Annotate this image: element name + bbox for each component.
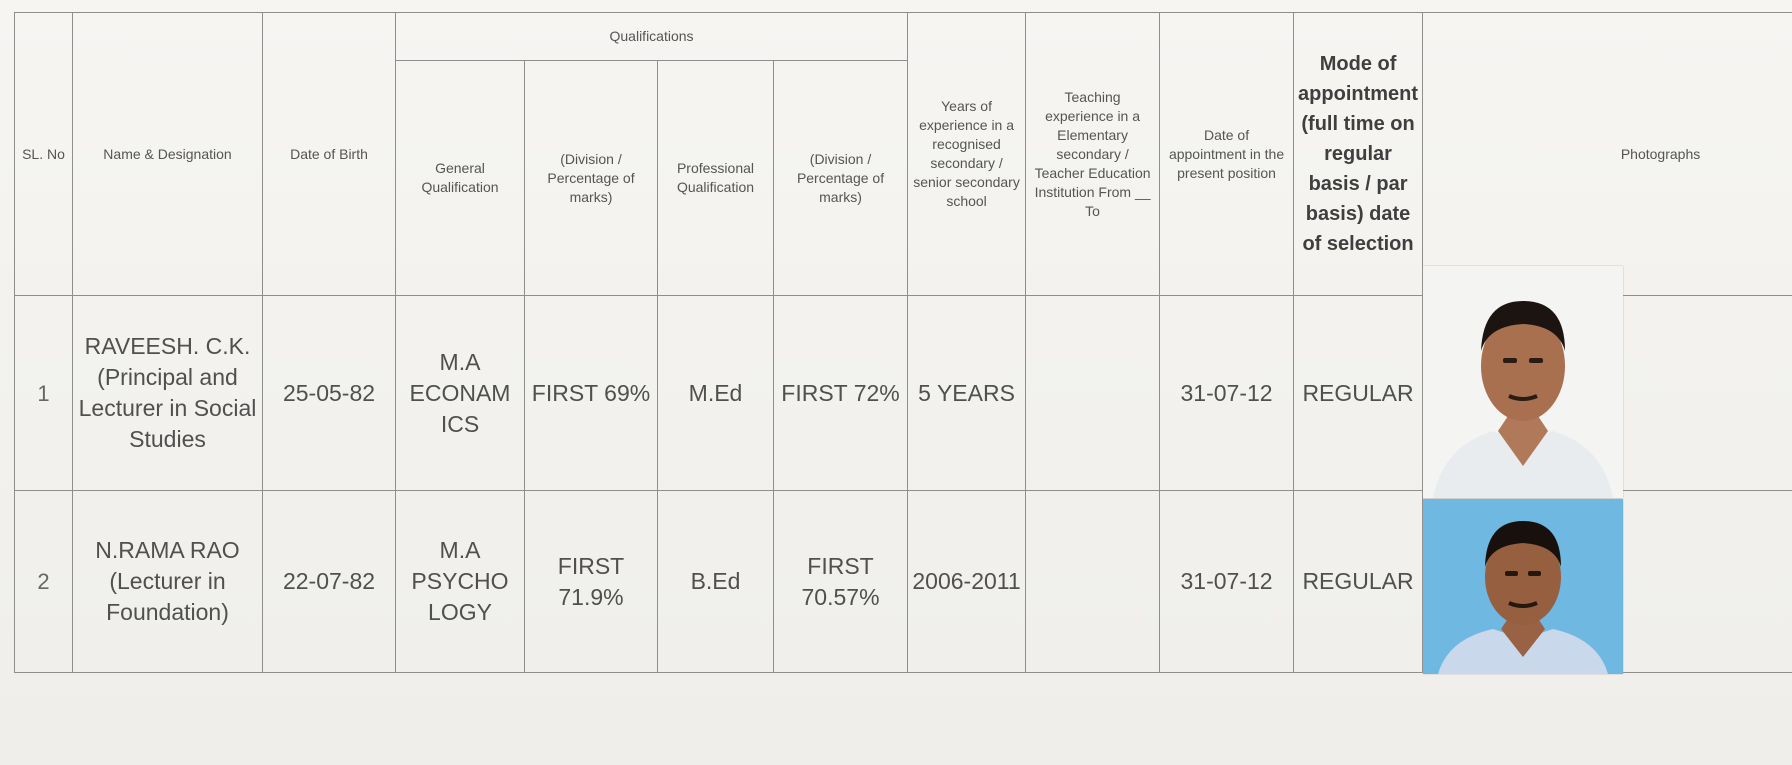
header-division-2: (Division / Percentage of marks) xyxy=(774,61,908,296)
header-sl-no: SL. No xyxy=(15,13,73,296)
row-teaching-experience xyxy=(1026,491,1160,673)
header-name-designation: Name & Designation xyxy=(73,13,263,296)
table-row xyxy=(15,491,1792,673)
passport-photo xyxy=(1423,266,1623,498)
row-division-2: FIRST 72% xyxy=(774,296,908,491)
row-years-experience: 2006-2011 xyxy=(908,491,1026,673)
header-division-1: (Division / Percentage of marks) xyxy=(525,61,658,296)
row-sl-no: 1 xyxy=(15,296,73,491)
row-professional-qualification: B.Ed xyxy=(658,491,774,673)
header-teaching-experience: Teaching experience in a Elementary secondary / Teacher Education Institution From __ To xyxy=(1026,13,1160,296)
row-mode-of-appointment: REGULAR xyxy=(1294,296,1423,491)
row-years-experience: 5 YEARS xyxy=(908,296,1026,491)
header-qualifications: Qualifications xyxy=(396,13,908,61)
staff-table xyxy=(14,12,1792,673)
row-professional-qualification: M.Ed xyxy=(658,296,774,491)
row-name-designation: RAVEESH. C.K. (Principal and Lecturer in Social Studies xyxy=(73,296,263,491)
header-general-qualification: General Qualification xyxy=(396,61,525,296)
row-general-qualification: M.A PSYCHO LOGY xyxy=(396,491,525,673)
header-appointment-date: Date of appointment in the present position xyxy=(1160,13,1294,296)
row-date-of-birth: 22-07-82 xyxy=(263,491,396,673)
row-division-1: FIRST 69% xyxy=(525,296,658,491)
header-date-of-birth: Date of Birth xyxy=(263,13,396,296)
row-appointment-date: 31-07-12 xyxy=(1160,491,1294,673)
row-division-2: FIRST 70.57% xyxy=(774,491,908,673)
row-teaching-experience xyxy=(1026,296,1160,491)
row-appointment-date: 31-07-12 xyxy=(1160,296,1294,491)
passport-photo xyxy=(1423,499,1623,674)
table-row xyxy=(15,296,1792,491)
row-photo-cell xyxy=(1423,491,1792,673)
row-sl-no: 2 xyxy=(15,491,73,673)
row-photo-cell xyxy=(1423,296,1792,491)
row-division-1: FIRST 71.9% xyxy=(525,491,658,673)
header-row-1 xyxy=(15,13,1792,61)
header-mode-of-appointment: Mode of appointment (full time on regular basis / par basis) date of selection xyxy=(1294,13,1423,296)
header-professional-qualification: Professional Qualification xyxy=(658,61,774,296)
row-name-designation: N.RAMA RAO (Lecturer in Foundation) xyxy=(73,491,263,673)
row-date-of-birth: 25-05-82 xyxy=(263,296,396,491)
header-years-experience: Years of experience in a recognised secondary / senior secondary school xyxy=(908,13,1026,296)
header-photographs: Photographs xyxy=(1423,13,1792,296)
row-general-qualification: M.A ECONAM ICS xyxy=(396,296,525,491)
row-mode-of-appointment: REGULAR xyxy=(1294,491,1423,673)
